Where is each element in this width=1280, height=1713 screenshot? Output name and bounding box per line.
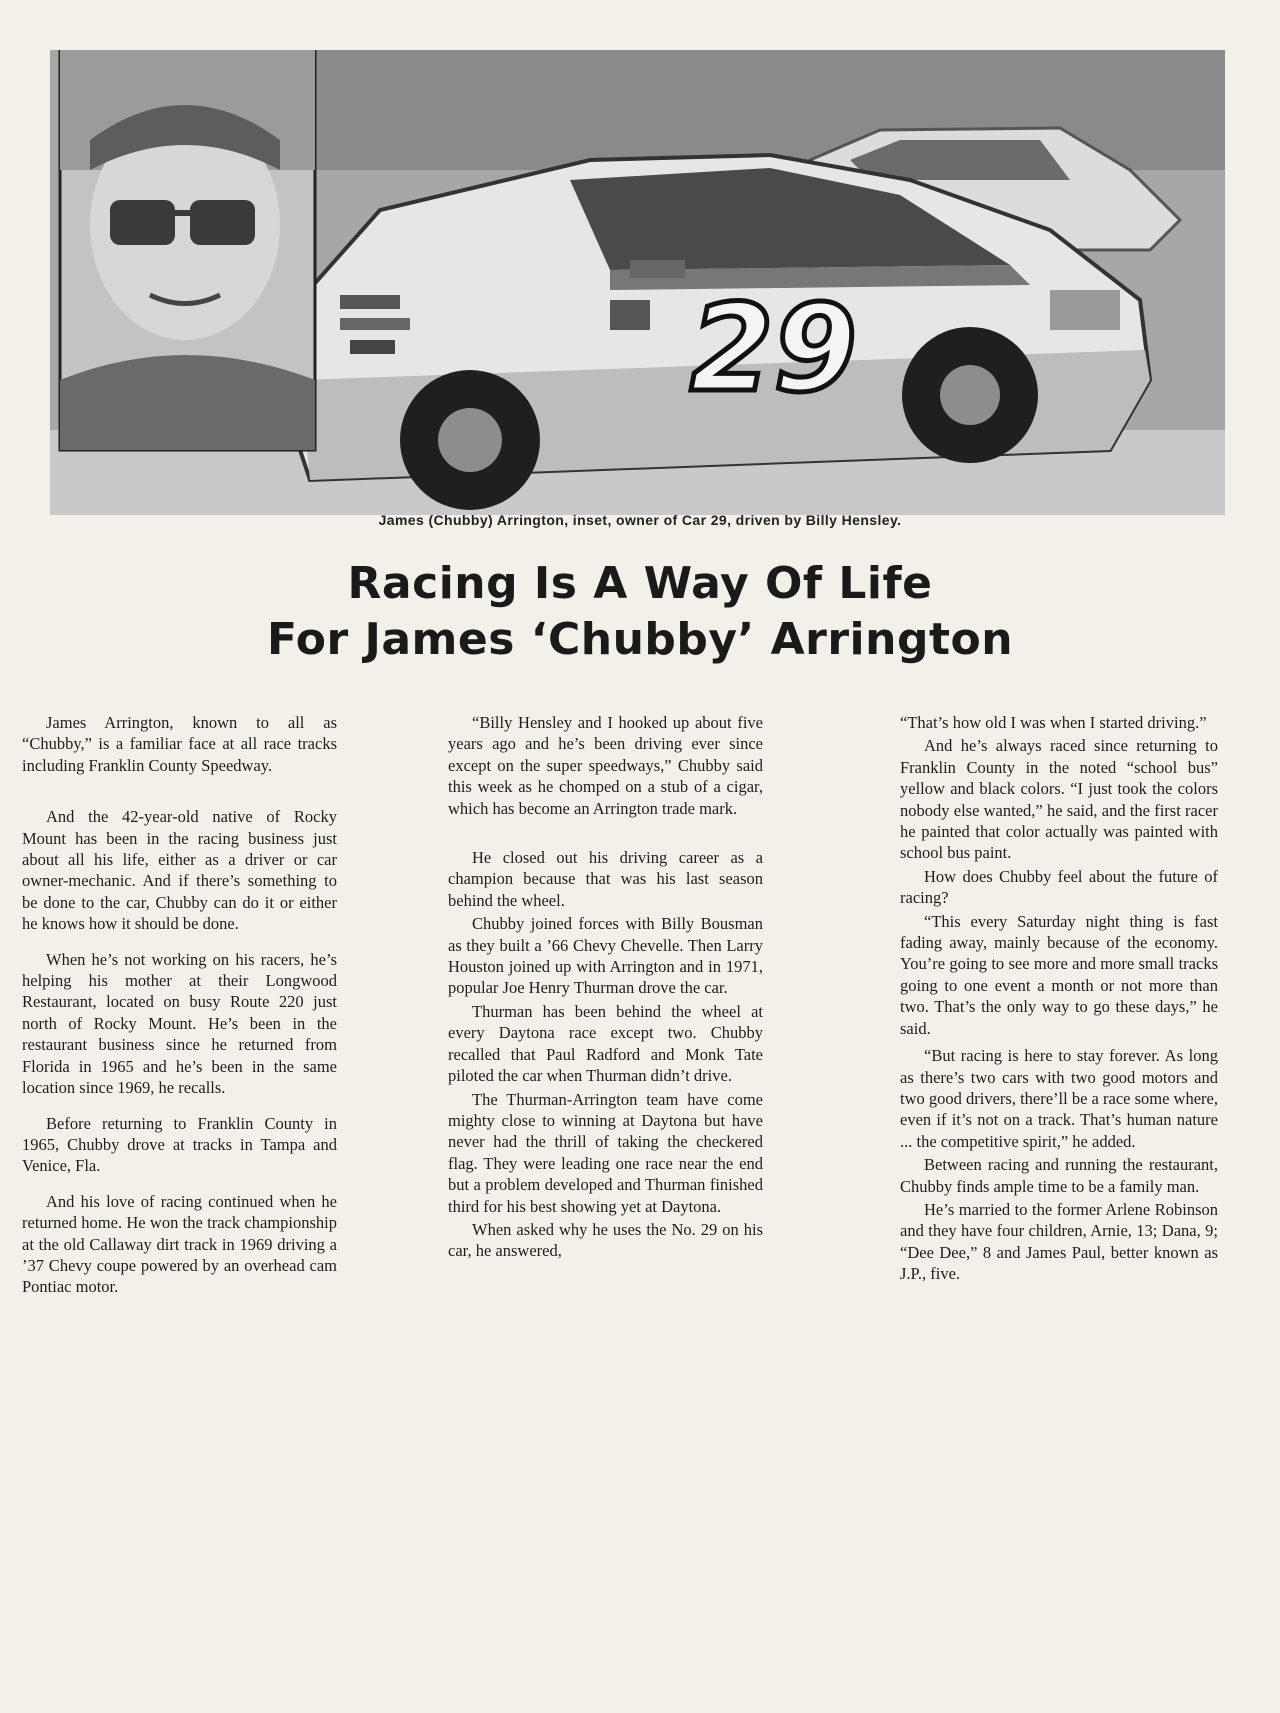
headline-line-1: Racing Is A Way Of Life bbox=[347, 558, 933, 609]
paragraph: “This every Saturday night thing is fast fading away, mainly because of the economy. You’re going to see more and more small tracks going to one event a month or not more than two. That’s the only way to go these days,” he said. bbox=[900, 911, 1218, 1038]
headline-line-2: For James ‘Chubby’ Arrington bbox=[266, 614, 1014, 665]
paragraph: He closed out his driving career as a champion because that was his last season behind the wheel. bbox=[448, 848, 763, 910]
headline bbox=[0, 556, 1280, 668]
paragraph: “Billy Hensley and I hooked up about five years ago and he’s been driving ever since except on the super speedways,” Chubby said this week as he chomped on a stub of a cigar, which has become an Arrington trade mark. bbox=[448, 713, 763, 818]
paragraph: When he’s not working on his racers, he’s helping his mother at their Longwood Restaurant, located on busy Route 220 just north of Rocky Mount. He’s been in the restaurant business since he returned from Florida in 1965 and he’s been in the same location since 1969, he recalls. bbox=[22, 949, 337, 1098]
paragraph: The Thurman-Arrington team have come mighty close to winning at Daytona but have never had the thrill of taking the checkered flag. They were leading one race near the end but a problem developed and Thurman finished third for his best showing yet at Daytona. bbox=[448, 1089, 763, 1216]
paragraph: Before returning to Franklin County in 1965, Chubby drove at tracks in Tampa and Venice, Fla. bbox=[22, 1113, 337, 1176]
race-car-photo bbox=[50, 50, 1225, 515]
paragraph: “But racing is here to stay forever. As long as there’s two cars with two good motors and two good drivers, there’ll be a race some where, even if it’s not on a track. That’s human nature ... the competitive spirit,” he added. bbox=[900, 1046, 1218, 1151]
paragraph: He’s married to the former Arlene Robinson and they have four children, Arnie, 13; Dana, 9; “Dee Dee,” 8 and James Paul, better known as J.P., five. bbox=[900, 1199, 1218, 1284]
inset-portrait bbox=[60, 50, 315, 450]
paragraph: Thurman has been behind the wheel at every Daytona race except two. Chubby recalled that Paul Radford and Monk Tate piloted the car when Thurman didn’t drive. bbox=[448, 1001, 763, 1086]
article-column-3 bbox=[900, 712, 1218, 1287]
article-photo bbox=[50, 50, 1225, 515]
sunglasses-icon bbox=[110, 200, 175, 245]
photo-caption: James (Chubby) Arrington, inset, owner of Car 29, driven by Billy Hensley. bbox=[378, 512, 902, 528]
article-column-1 bbox=[22, 712, 337, 1312]
paragraph: James Arrington, known to all as “Chubby,” is a familiar face at all race tracks including Franklin County Speedway. bbox=[22, 713, 337, 775]
paragraph: And his love of racing continued when he returned home. He won the track championship at the old Callaway dirt track in 1969 driving a ’37 Chevy coupe powered by an overhead cam Pontiac motor. bbox=[22, 1191, 337, 1297]
article-column-2 bbox=[448, 712, 763, 1264]
paragraph: How does Chubby feel about the future of racing? bbox=[900, 866, 1218, 908]
paragraph: Between racing and running the restaurant, Chubby finds ample time to be a family man. bbox=[900, 1155, 1218, 1196]
paragraph: Chubby joined forces with Billy Bousman as they built a ’66 Chevy Chevelle. Then Larry Houston joined up with Arrington and in 1971, popular Joe Henry Thurman drove the car. bbox=[448, 914, 763, 998]
paragraph: And the 42-year-old native of Rocky Mount has been in the racing business just about all his life, either as a driver or car owner-mechanic. And if there’s something to be done to the car, Chubby can do it or either he knows how it should be done. bbox=[22, 807, 337, 934]
paragraph: And he’s always raced since returning to Franklin County in the noted “school bus” yellow and black colors. “I just took the colors nobody else wanted,” he said, and the first racer he painted that color actually was painted with school bus paint. bbox=[900, 736, 1218, 863]
car-number: 29 bbox=[690, 280, 857, 419]
paragraph: “That’s how old I was when I started driving.” bbox=[900, 713, 1207, 732]
paragraph: When asked why he uses the No. 29 on his car, he answered, bbox=[448, 1219, 763, 1261]
